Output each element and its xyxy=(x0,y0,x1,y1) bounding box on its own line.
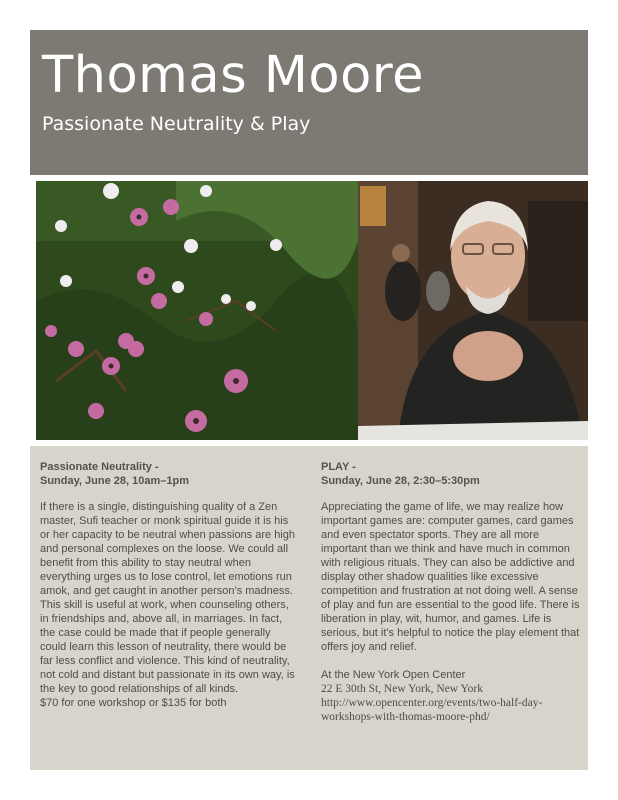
price-text: $70 for one workshop or $135 for both xyxy=(40,697,227,709)
neutrality-date: Sunday, June 28, 10am–1pm xyxy=(40,475,189,487)
portrait-photo xyxy=(358,181,588,440)
play-description: Appreciating the game of life, we may realize how important games are: computer games, card games and even spectator sports. They are all more important than we think and have much in common with religious rituals. They can also be addictive and display other shadow qualities like excessive competition and frustration at not doing well. A sense of play and fun are essential to the good life. There is liberation in play, wit, humor, and games. Life is serious, but it's helpful to notice the play element that offers joy and relief. xyxy=(321,501,580,653)
neutrality-heading: Passionate Neutrality - xyxy=(40,461,159,473)
flowers-photo xyxy=(36,181,358,440)
photo-strip xyxy=(36,181,588,440)
venue-address: 22 E 30th St, New York, New York xyxy=(321,683,483,695)
flowers-illustration xyxy=(36,181,358,440)
play-heading: PLAY - xyxy=(321,461,356,473)
portrait-illustration xyxy=(358,181,588,440)
header-banner xyxy=(30,30,588,175)
page-title: Thomas Moore xyxy=(42,46,425,105)
page-subtitle: Passionate Neutrality & Play xyxy=(42,113,311,135)
body-panel xyxy=(30,446,588,770)
venue-name: At the New York Open Center xyxy=(321,669,466,681)
neutrality-column xyxy=(40,460,295,710)
neutrality-description: If there is a single, distinguishing quality of a Zen master, Sufi teacher or monk spiritual guide it is his or her capacity to be neutral when passions are high and personal complexes on the loose. We could all benefit from this ability to stay neutral when everything urges us to lose control, let emotions run amok, and get caught in another person’s madness. This skill is useful at work, when counseling others, in friendships and, above all, in marriages. In fact, the case could be made that if people generally could learn this lesson of neutrality, there would be far less conflict and violence. This kind of neutrality, not cold and distant but passionate in its own way, is the key to good relationships of all kinds. xyxy=(40,501,295,695)
event-link[interactable]: http://www.opencenter.org/events/two-half-day-workshops-with-thomas-moore-phd/ xyxy=(321,697,543,723)
play-column xyxy=(321,460,583,724)
play-date: Sunday, June 28, 2:30–5:30pm xyxy=(321,475,480,487)
